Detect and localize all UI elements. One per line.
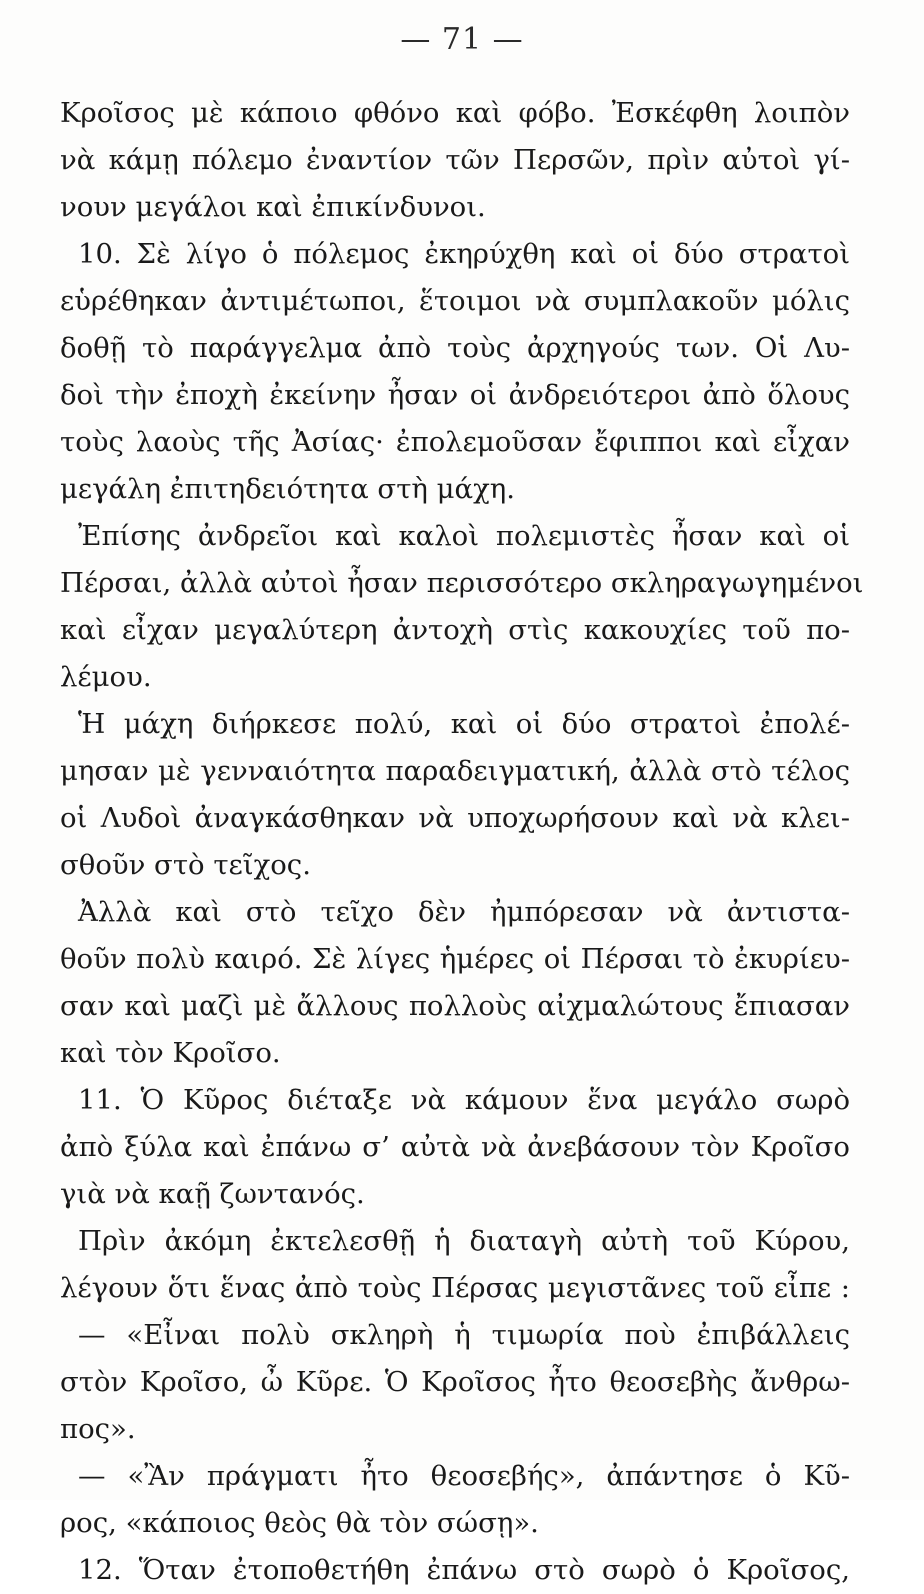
text-line: στὸν Κροῖσο, ὦ Κῦρε. Ὁ Κροῖσος ἦτο θεοσεβὴς ἄνθρω- xyxy=(60,1366,850,1398)
text-line: καὶ εἶχαν μεγαλύτερη ἀντοχὴ στὶς κακουχίες τοῦ πο- xyxy=(60,614,850,646)
body-text xyxy=(60,90,864,1594)
text-line: — «Ἂν πράγματι ἦτο θεοσεβής», ἀπάντησε ὁ Κῦ- xyxy=(78,1460,850,1492)
text-line: γιὰ νὰ καῇ ζωντανός. xyxy=(60,1178,365,1210)
text-line: θοῦν πολὺ καιρό. Σὲ λίγες ἡμέρες οἱ Πέρσαι τὸ ἐκυρίευ- xyxy=(60,943,850,975)
text-line: καὶ τὸν Κροῖσο. xyxy=(60,1037,281,1069)
text-line: Ἡ μάχη διήρκεσε πολύ, καὶ οἱ δύο στρατοὶ ἐπολέ- xyxy=(78,708,850,740)
text-line: ρος, «κάποιος θεὸς θὰ τὸν σώσῃ». xyxy=(60,1507,539,1539)
text-line: 10. Σὲ λίγο ὁ πόλεμος ἐκηρύχθη καὶ οἱ δύο στρατοὶ xyxy=(78,238,850,270)
text-line: 11. Ὁ Κῦρος διέταξε νὰ κάμουν ἕνα μεγάλο σωρὸ xyxy=(78,1084,850,1116)
text-line: Ἐπίσης ἀνδρεῖοι καὶ καλοὶ πολεμιστὲς ἦσαν καὶ οἱ xyxy=(78,520,850,552)
page-number: — 71 — xyxy=(400,22,524,57)
text-line: λέμου. xyxy=(60,661,152,693)
text-line: σθοῦν στὸ τεῖχος. xyxy=(60,849,311,881)
text-line: νὰ κάμῃ πόλεμο ἐναντίον τῶν Περσῶν, πρὶν αὐτοὶ γί- xyxy=(60,144,850,176)
text-line: Κροῖσος μὲ κάποιο φθόνο καὶ φόβο. Ἐσκέφθη λοιπὸν xyxy=(60,97,850,129)
text-line: — «Εἶναι πολὺ σκληρὴ ἡ τιμωρία ποὺ ἐπιβάλλεις xyxy=(78,1319,850,1351)
text-line: δοὶ τὴν ἐποχὴ ἐκείνην ἦσαν οἱ ἀνδρειότεροι ἀπὸ ὅλους xyxy=(60,379,850,411)
text-line: Πρὶν ἀκόμη ἐκτελεσθῇ ἡ διαταγὴ αὐτὴ τοῦ Κύρου, xyxy=(78,1225,850,1257)
text-line: πος». xyxy=(60,1413,136,1445)
text-line: λέγουν ὅτι ἕνας ἀπὸ τοὺς Πέρσας μεγιστᾶνες τοῦ εἶπε : xyxy=(60,1272,850,1304)
text-line: οἱ Λυδοὶ ἀναγκάσθηκαν νὰ υποχωρήσουν καὶ νὰ κλει- xyxy=(60,802,850,834)
text-line: μησαν μὲ γενναιότητα παραδειγματική, ἀλλὰ στὸ τέλος xyxy=(60,755,850,787)
text-line: νουν μεγάλοι καὶ ἐπικίνδυνοι. xyxy=(60,191,486,223)
text-line: Πέρσαι, ἀλλὰ αὐτοὶ ἦσαν περισσότερο σκληραγωγημένοι xyxy=(60,567,864,599)
text-line: τοὺς λαοὺς τῆς Ἀσίας· ἐπολεμοῦσαν ἔφιπποι καὶ εἶχαν xyxy=(60,426,850,458)
text-line: εὑρέθηκαν ἀντιμέτωποι, ἕτοιμοι νὰ συμπλακοῦν μόλις xyxy=(60,285,850,317)
text-line: δοθῇ τὸ παράγγελμα ἀπὸ τοὺς ἀρχηγούς των. Οἱ Λυ- xyxy=(60,332,850,364)
text-line: μεγάλη ἐπιτηδειότητα στὴ μάχη. xyxy=(60,473,515,505)
text-line: Ἀλλὰ καὶ στὸ τεῖχο δὲν ἠμπόρεσαν νὰ ἀντιστα- xyxy=(78,896,850,928)
text-line: ἀπὸ ξύλα καὶ ἐπάνω σ’ αὐτὰ νὰ ἀνεβάσουν τὸν Κροῖσο xyxy=(60,1131,850,1163)
text-line: σαν καὶ μαζὶ μὲ ἄλλους πολλοὺς αἰχμαλώτους ἔπιασαν xyxy=(60,990,850,1022)
text-line: 12. Ὅταν ἐτοποθετήθη ἐπάνω στὸ σωρὸ ὁ Κροῖσος, xyxy=(78,1554,850,1586)
